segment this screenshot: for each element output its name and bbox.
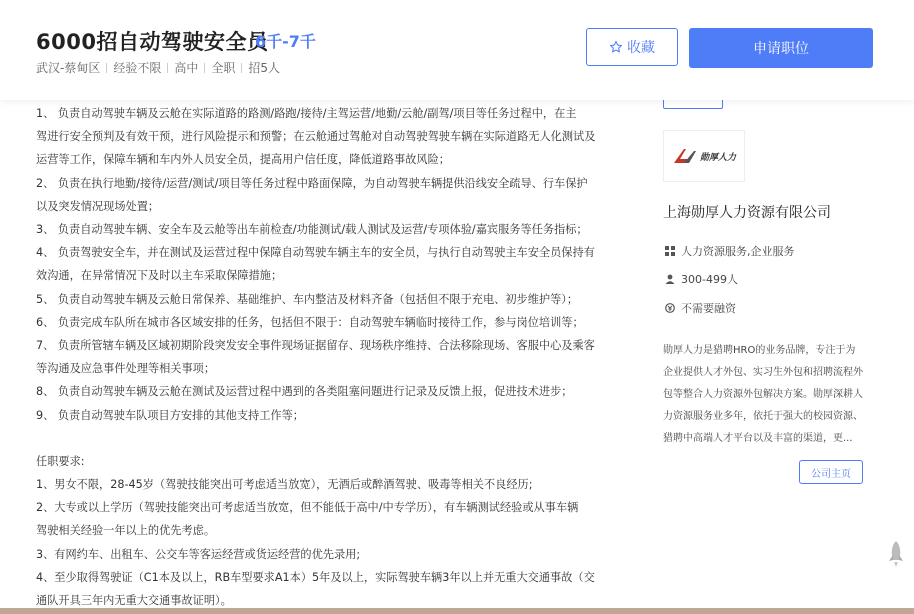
divider — [204, 63, 205, 73]
desc-line: 5、 负责自动驾驶车辆及云舱日常保养、基础维护、车内整洁及材料齐备（包括但不限于充电、初步维护等）； — [36, 292, 579, 306]
favorite-button[interactable] — [586, 28, 678, 66]
apply-button[interactable]: 申请职位 — [689, 28, 873, 68]
requirement-line: 2、大专或以上学历（驾驶技能突出可考虑适当放宽，但不能低于高中/中专学历），有车辆测试经验或从事车辆 — [36, 501, 579, 515]
logo-text: 勋厚人力 — [699, 152, 736, 163]
company-logo[interactable] — [663, 130, 745, 182]
money-icon — [665, 303, 675, 313]
company-size — [665, 271, 738, 287]
star-icon — [609, 40, 623, 54]
divider — [241, 63, 242, 73]
intro-line: 力资源服务业多年，依托于强大的校园资源、 — [663, 411, 863, 422]
logo-mark-icon — [672, 147, 698, 165]
divider — [167, 63, 168, 73]
intro-line: 企业提供人才外包、实习生外包和招聘流程外 — [663, 367, 863, 378]
spacer — [36, 427, 632, 450]
rocket-icon — [886, 540, 906, 568]
requirement-line: 通队开具三年内无重大交通事故证明）。 — [36, 594, 232, 608]
desc-line: 效沟通，在异常情况下及时以主车采取保障措施； — [36, 269, 283, 283]
company-intro — [663, 340, 873, 450]
company-financing — [665, 300, 736, 316]
meta-headcount: 招5人 — [248, 61, 281, 75]
job-salary: 6千-7千 — [255, 32, 316, 51]
intro-line: 猎聘中高端人才平台以及丰富的渠道，更... — [663, 433, 853, 444]
meta-type: 全职 — [211, 61, 236, 75]
job-description — [36, 102, 632, 612]
desc-line: 4、 负责驾驶安全车，并在测试及运营过程中保障自动驾驶车辆主车的安全员，与执行自动驾驶主车安全员保持有 — [36, 246, 595, 260]
desc-line: 运营等工作，保障车辆和车内外人员安全员，提高用户信任度，降低道路事故风险； — [36, 153, 450, 167]
desc-line: 8、 负责自动驾驶车辆及云舱在测试及运营过程中遇到的各类阻塞问题进行记录及反馈上报，促进技术进步； — [36, 385, 573, 399]
desc-line: 等沟通及应急事件处理等相关事项； — [36, 362, 216, 376]
job-meta — [36, 59, 280, 76]
desc-line: 驾进行安全预判及有效干预，进行风险提示和预警；在云舱通过驾舱对自动驾驶驾驶车辆在实际道路无人化测试及 — [36, 130, 596, 144]
industry-icon — [665, 246, 675, 256]
intro-line: 勋厚人力是猎聘HRO的业务品牌，专注于为 — [663, 345, 856, 356]
size-text: 300-499人 — [681, 273, 738, 286]
back-to-top-button[interactable] — [886, 540, 906, 572]
job-title: 6000招自动驾驶安全员 — [36, 30, 269, 54]
bottom-edge — [0, 608, 914, 614]
desc-line: 3、 负责自动驾驶车辆、安全车及云舱等出车前检查/功能测试/载人测试及运营/专项体验/嘉宾服务等任务指标； — [36, 223, 588, 237]
desc-line: 6、 负责完成车队所在城市各区域安排的任务，包括但不限于：自动驾驶车辆临时接待工作，参与岗位培训等； — [36, 315, 584, 329]
desc-line: 以及突发情况现场处置； — [36, 199, 160, 213]
requirement-line: 4、至少取得驾驶证（C1本及以上，RB车型要求A1本）5年及以上，实际驾驶车辆3年以上并无重大交通事故（交 — [36, 570, 595, 584]
meta-location: 武汉-蔡甸区 — [36, 61, 101, 75]
company-home-button[interactable]: 公司主页 — [799, 460, 863, 484]
job-header — [0, 0, 914, 100]
company-name[interactable]: 上海勋厚人力资源有限公司 — [663, 205, 831, 221]
desc-line: 7、 负责所管辖车辆及区域初期阶段突发安全事件现场证据留存、现场秩序维持、合法移除现场、客服中心及乘客 — [36, 339, 595, 353]
financing-text: 不需要融资 — [681, 302, 736, 315]
desc-line: 9、 负责自动驾驶车队项目方安排的其他支持工作等； — [36, 408, 304, 422]
requirements-title: 任职要求: — [36, 454, 85, 468]
desc-line: 1、 负责自动驾驶车辆及云舱在实际道路的路测/路跑/接待/主驾运营/地勤/云舱/副驾/项目等任务过程中，在主 — [36, 107, 577, 120]
meta-education: 高中 — [174, 61, 199, 75]
requirement-line: 1、男女不限，28-45岁（驾驶技能突出可考虑适当放宽），无酒后或醉酒驾驶、吸毒等相关不良经历; — [36, 478, 533, 492]
divider — [106, 63, 107, 73]
intro-line: 包等整合人力资源外包解决方案。勋厚深耕人 — [663, 389, 863, 400]
favorite-label: 收藏 — [627, 40, 655, 56]
company-industry — [665, 243, 795, 259]
people-icon — [665, 274, 675, 284]
meta-experience: 经验不限 — [113, 61, 162, 75]
requirement-line: 驾驶相关经验一年以上的优先考虑。 — [36, 524, 216, 538]
requirement-line: 3、有网约车、出租车、公交车等客运经营或货运经营的优先录用; — [36, 547, 361, 561]
desc-line: 2、 负责在执行地勤/接待/运营/测试/项目等任务过程中路面保障，为自动驾驶车辆提供沿线安全疏导、行车保护 — [36, 176, 588, 190]
industry-text: 人力资源服务,企业服务 — [681, 245, 795, 258]
